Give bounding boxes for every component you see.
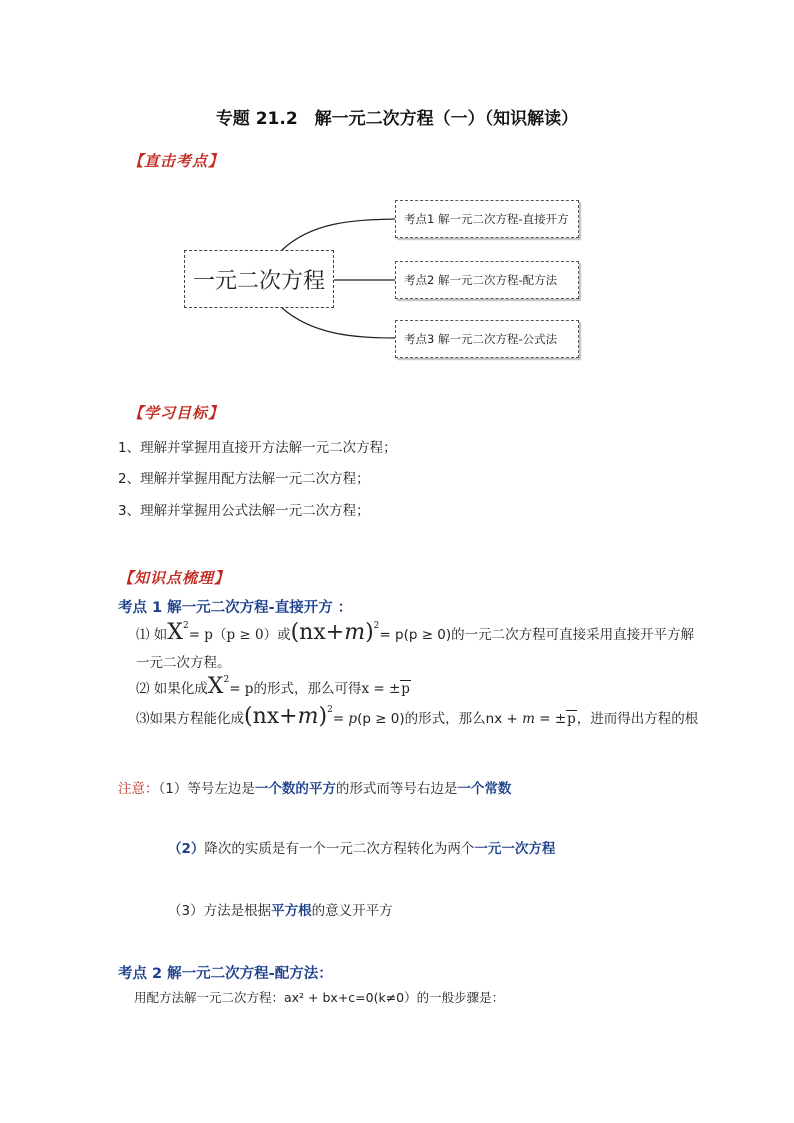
paren-right: ) [318, 704, 328, 729]
var-m: m [522, 711, 535, 727]
sqrt-p: p [401, 681, 410, 697]
goal-item: 2、理解并掌握用配方法解一元二次方程； [118, 471, 370, 487]
note-1-d: 一个常数 [457, 781, 512, 797]
kp2-heading: 考点 2 解一元二次方程-配方法： [118, 966, 333, 982]
note-2-a: （2） [168, 841, 205, 857]
goal-item: 3、理解并掌握用公式法解一元二次方程； [118, 503, 370, 519]
kp1-l1-b: = p（p ≥ 0）或 [188, 627, 291, 643]
var-m: m [297, 704, 319, 729]
paren-left: ( [244, 704, 253, 729]
note-2-b: 降次的实质是有一个一元二次方程转化为两个 [204, 841, 475, 857]
note-1-c: 的形式而等号右边是 [335, 781, 458, 797]
exp-2: 2 [373, 621, 380, 631]
section-knowledge: 【知识点梳理】 [118, 569, 231, 587]
var-m: m [344, 620, 366, 645]
mindmap-node-2: 考点2 解一元二次方程-配方法 [395, 261, 579, 299]
kp1-line-2 [136, 674, 411, 699]
kp1-l1-c: = p(p ≥ 0)的一元二次方程可直接采用直接开平方解 [379, 627, 695, 643]
exp-2: 2 [223, 675, 230, 685]
kp1-l2-b: = p的形式，那么可得x = ± [229, 681, 401, 697]
kp1-l3-e: ，进而得出方程的根 [576, 711, 699, 727]
mindmap-center: 一元二次方程 [184, 250, 334, 308]
note-2 [168, 837, 555, 857]
note-label: 注意： [118, 781, 159, 797]
var-p: p [348, 711, 358, 727]
page-title: 专题 21.2 解一元二次方程（一）（知识解读） [215, 109, 579, 129]
kp1-line-1-cont: 一元二次方程。 [136, 655, 231, 671]
kp1-l3-a: ⑶如果方程能化成 [136, 711, 244, 727]
kp1-line-3 [136, 704, 698, 729]
note-3 [168, 899, 393, 919]
note-3-a: （3）方法是根据 [168, 903, 272, 919]
exp-2: 2 [327, 705, 333, 715]
note-2-c: 一元一次方程 [474, 841, 556, 857]
section-learning-goals: 【学习目标】 [128, 404, 225, 422]
paren-right: ) [365, 620, 374, 645]
kp1-l3-d: = ± [534, 711, 567, 727]
var-x: X [167, 620, 183, 645]
note-3-b: 平方根 [271, 903, 312, 919]
kp1-line-1 [136, 620, 694, 645]
kp1-l2-a: ⑵ 如果化成 [136, 681, 208, 697]
note-1 [118, 777, 511, 797]
kp1-l3-c: (p ≥ 0)的形式，那么nx + [357, 711, 523, 727]
sqrt-p: p [567, 711, 576, 727]
term-nx: nx+ [299, 620, 345, 645]
mindmap-node-3: 考点3 解一元二次方程-公式法 [395, 320, 579, 358]
note-1-b: 一个数的平方 [254, 781, 336, 797]
var-x: X [207, 674, 224, 699]
kp1-l1-a: ⑴ 如 [136, 627, 168, 643]
exp-2: 2 [182, 621, 189, 631]
term-nx: nx+ [252, 704, 298, 729]
note-1-a: （1）等号左边是 [158, 781, 255, 797]
goal-item: 1、理解并掌握用直接开方法解一元二次方程； [118, 440, 397, 456]
paren-left: ( [290, 620, 300, 645]
section-exam-points: 【直击考点】 [128, 152, 225, 170]
mindmap-node-1: 考点1 解一元二次方程-直接开方 [395, 200, 579, 238]
kp1-l3-b: = [332, 711, 349, 727]
kp2-line: 用配方法解一元二次方程：ax² + bx+c=0(k≠0）的一般步骤是： [134, 990, 505, 1005]
kp1-heading: 考点 1 解一元二次方程-直接开方 ： [118, 600, 353, 616]
note-3-c: 的意义开平方 [311, 903, 393, 919]
